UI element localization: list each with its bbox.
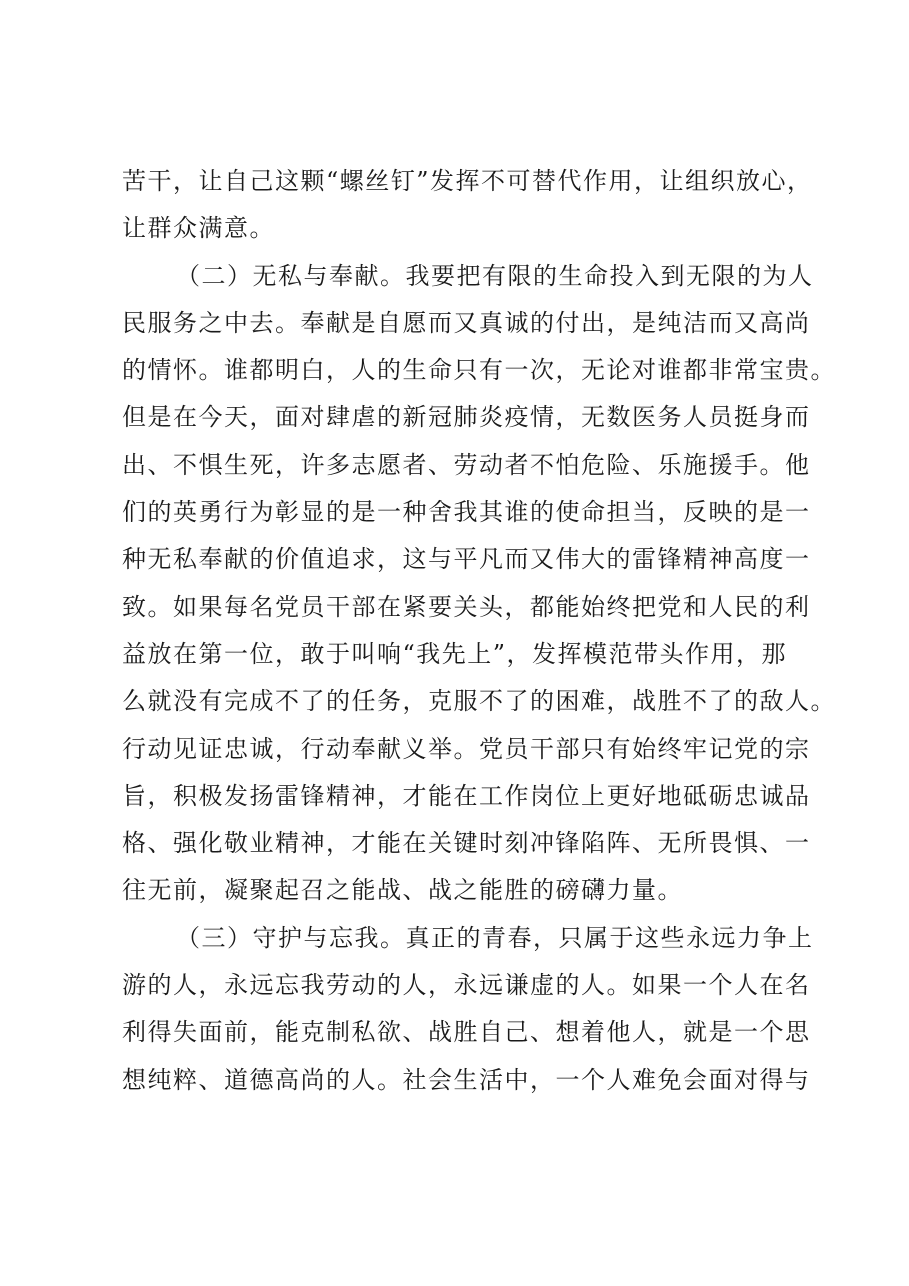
text-line: 旨，积极发扬雷锋精神，才能在工作岗位上更好地砥砺忠诚品	[122, 781, 811, 810]
text-line: 想纯粹、道德高尚的人。社会生活中，一个人难免会面对得与	[122, 1065, 811, 1094]
text-line: 的情怀。谁都明白，人的生命只有一次，无论对谁都非常宝贵。	[122, 356, 836, 385]
text-line: 们的英勇行为彰显的是一种舍我其谁的使命担当，反映的是一	[122, 498, 811, 527]
text-line: 民服务之中去。奉献是自愿而又真诚的付出，是纯洁而又高尚	[122, 308, 811, 337]
text-line: 行动见证忠诚，行动奉献义举。党员干部只有始终牢记党的宗	[122, 734, 811, 763]
text-line: 游的人，永远忘我劳动的人，永远谦虚的人。如果一个人在名	[122, 971, 811, 1000]
text-line: 出、不惧生死，许多志愿者、劳动者不怕危险、乐施援手。他	[122, 450, 811, 479]
text-line: 往无前，凝聚起召之能战、战之能胜的磅礴力量。	[122, 876, 683, 905]
text-line: 益放在第一位，敢于叫响“我先上”，发挥模范带头作用，那	[122, 639, 788, 668]
text-line: 种无私奉献的价值追求，这与平凡而又伟大的雷锋精神高度一	[122, 545, 811, 574]
text-line: 让群众满意。	[122, 214, 275, 243]
text-line: 苦干，让自己这颗“螺丝钉”发挥不可替代作用，让组织放心，	[122, 167, 813, 195]
text-line: 致。如果每名党员干部在紧要关头，都能始终把党和人民的利	[122, 592, 811, 621]
text-line: 但是在今天，面对肆虐的新冠肺炎疫情，无数医务人员挺身而	[122, 403, 811, 432]
section-heading-line: （二）无私与奉献。我要把有限的生命投入到无限的为人	[176, 261, 814, 290]
text-line: 格、强化敬业精神，才能在关键时刻冲锋陷阵、无所畏惧、一	[122, 829, 811, 858]
text-line: 么就没有完成不了的任务，克服不了的困难，战胜不了的敌人。	[122, 687, 836, 716]
text-line: 利得失面前，能克制私欲、战胜自己、想着他人，就是一个思	[122, 1018, 811, 1047]
section-heading-line: （三）守护与忘我。真正的青春，只属于这些永远力争上	[176, 923, 814, 952]
body-text	[122, 158, 836, 1104]
